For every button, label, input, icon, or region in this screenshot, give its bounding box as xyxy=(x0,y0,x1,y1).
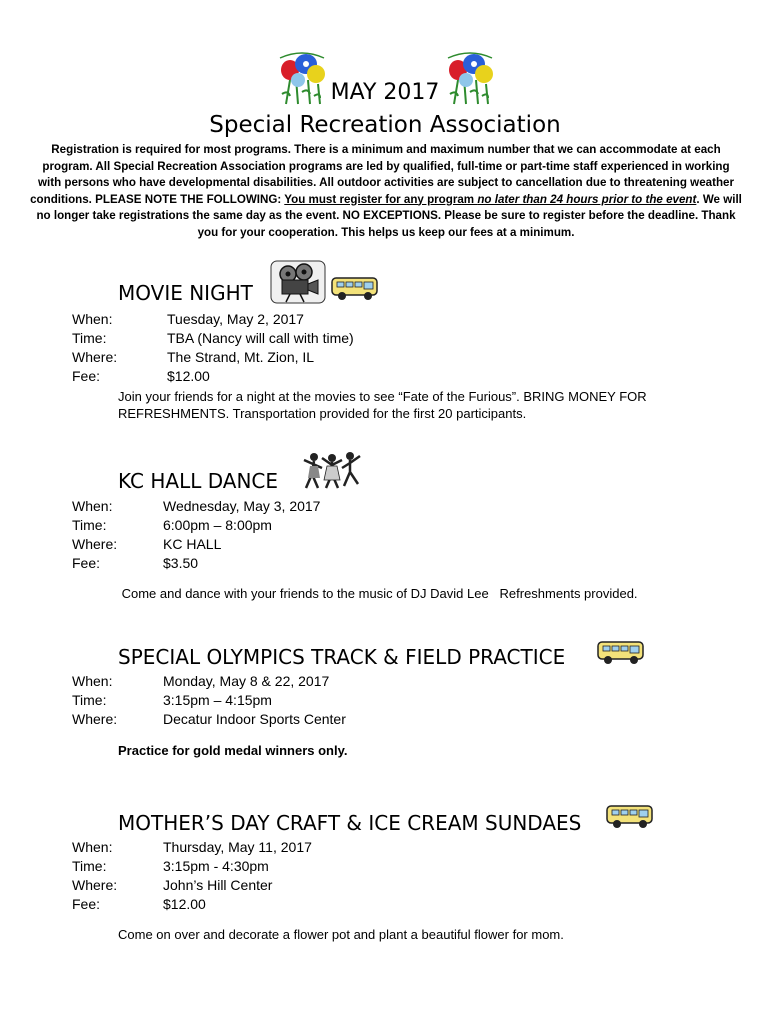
event-title-kc-hall-dance: KC HALL DANCE xyxy=(118,469,278,493)
label-when: When: xyxy=(72,839,113,855)
movie-night-description: Join your friends for a night at the movies to see “Fate of the Furious”. BRING MONEY FOR REFRESHMENTS. Transportation provided for the first 20 participants. xyxy=(118,389,647,421)
event-title-movie-night: MOVIE NIGHT xyxy=(118,281,253,305)
notice-text: Registration is required for most programs. There is a minimum and maximum number that we can accommodate at each program. All Special Recreation Association programs are led by qualified, full-time or part-time staff experienced in working with persons who have developmental disabilities. All outdoor activities are subject to cancellation due to threatening weather conditions. PLEASE NOTE THE FOLLOWING: xyxy=(30,143,734,206)
label-fee: Fee: xyxy=(72,368,101,384)
movie-night-fee: $12.00 xyxy=(167,368,210,384)
notice-deadline-text: no later than 24 hours prior to the event xyxy=(477,192,697,206)
label-where: Where: xyxy=(72,877,118,893)
special-olympics-time: 3:15pm – 4:15pm xyxy=(163,692,272,708)
label-time: Time: xyxy=(72,517,107,533)
label-where: Where: xyxy=(72,349,118,365)
label-time: Time: xyxy=(72,858,107,874)
mothers-day-labels xyxy=(72,838,117,914)
bus-icon-special-olympics xyxy=(596,638,646,666)
registration-notice xyxy=(30,142,742,241)
label-where: Where: xyxy=(72,711,118,727)
mothers-day-time: 3:15pm - 4:30pm xyxy=(163,858,269,874)
mothers-day-date: Thursday, May 11, 2017 xyxy=(163,839,312,855)
kc-hall-dance-description: Come and dance with your friends to the music of DJ David Lee Refreshments provided. xyxy=(118,586,638,601)
event-title-special-olympics: SPECIAL OLYMPICS TRACK & FIELD PRACTICE xyxy=(118,645,566,669)
label-when: When: xyxy=(72,673,113,689)
kc-hall-dance-fee: $3.50 xyxy=(163,555,199,571)
movie-night-date: Tuesday, May 2, 2017 xyxy=(167,311,304,327)
notice-underlined-text: You must register for any program xyxy=(284,192,478,206)
event-title-mothers-day-craft: MOTHER’S DAY CRAFT & ICE CREAM SUNDAES xyxy=(118,811,582,835)
movie-camera-icon xyxy=(270,260,326,304)
movie-night-labels xyxy=(72,310,117,386)
notice-text-continued: . We will no longer take registrations the same day as the event. NO EXCEPTIONS. Please be sure to register before the deadline. Thank you for your cooperation. This helps us keep our fees at a minimum. xyxy=(36,192,742,239)
label-time: Time: xyxy=(72,330,107,346)
movie-night-details xyxy=(167,310,354,386)
kc-hall-dance-details xyxy=(163,497,320,573)
label-when: When: xyxy=(72,498,113,514)
label-fee: Fee: xyxy=(72,896,101,912)
mothers-day-location: John’s Hill Center xyxy=(163,877,273,893)
mothers-day-description: Come on over and decorate a flower pot and plant a beautiful flower for mom. xyxy=(118,927,564,942)
kc-hall-dance-location: KC HALL xyxy=(163,536,222,552)
movie-night-location: The Strand, Mt. Zion, IL xyxy=(167,349,315,365)
label-when: When: xyxy=(72,311,113,327)
special-olympics-description: Practice for gold medal winners only. xyxy=(118,743,348,758)
mothers-day-details xyxy=(163,838,312,914)
bus-icon-mothers-day xyxy=(605,802,655,830)
kc-hall-dance-time: 6:00pm – 8:00pm xyxy=(163,517,272,533)
kc-hall-dance-labels xyxy=(72,497,117,573)
label-where: Where: xyxy=(72,536,118,552)
special-olympics-labels xyxy=(72,672,117,729)
label-fee: Fee: xyxy=(72,555,101,571)
movie-night-time: TBA (Nancy will call with time) xyxy=(167,330,354,346)
dancers-icon xyxy=(302,450,362,492)
kc-hall-dance-date: Wednesday, May 3, 2017 xyxy=(163,498,321,514)
page-title-month: MAY 2017 xyxy=(330,80,440,105)
special-olympics-details xyxy=(163,672,346,729)
bus-icon-movie-night xyxy=(330,274,380,302)
special-olympics-location: Decatur Indoor Sports Center xyxy=(163,711,346,727)
special-olympics-date: Monday, May 8 & 22, 2017 xyxy=(163,673,330,689)
label-time: Time: xyxy=(72,692,107,708)
page-title-organization: Special Recreation Association xyxy=(209,112,561,138)
mothers-day-fee: $12.00 xyxy=(163,896,206,912)
